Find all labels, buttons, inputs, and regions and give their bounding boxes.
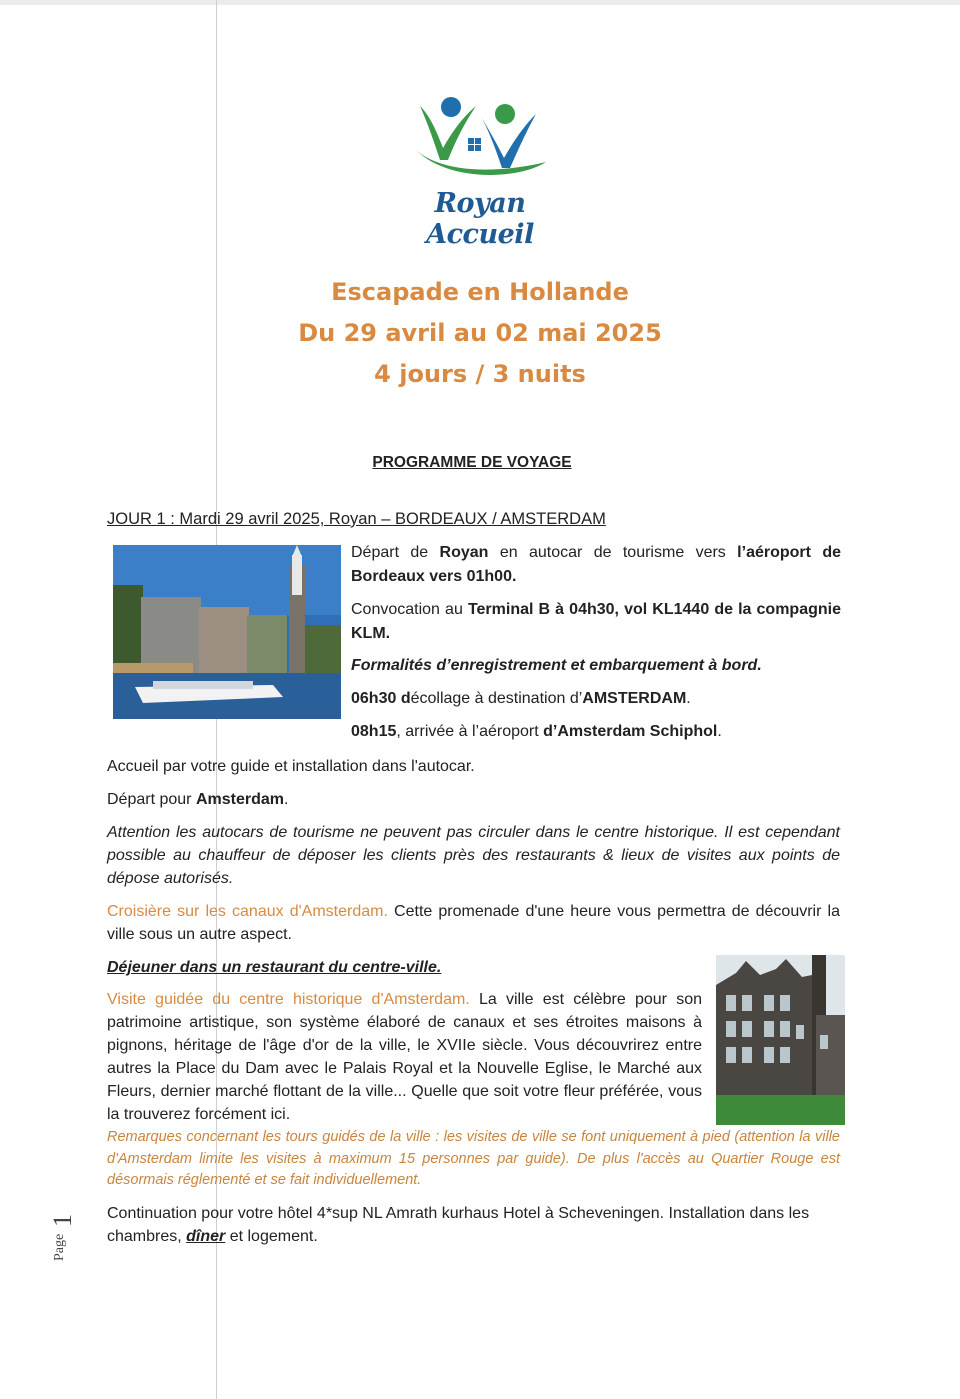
logo-people-house-icon [408, 88, 552, 183]
flight-details: Terminal B à 04h30, vol KL1440 de la compagnie KLM. [351, 601, 841, 642]
formalities-line: Formalités d’enregistrement et embarquement à bord. [351, 657, 762, 674]
scan-top-edge [0, 0, 960, 5]
hotel-paragraph: Continuation pour votre hôtel 4*sup NL Amrath kurhaus Hotel à Scheveningen. Installation dans les chambres, dîner et logement. [107, 1205, 810, 1245]
day1-heading: JOUR 1 : Mardi 29 avril 2025, Royan – BORDEAUX / AMSTERDAM [107, 510, 606, 528]
cruise-paragraph: Croisière sur les canaux d'Amsterdam. Cette promenade d'une heure vous permettra de découvrir la ville sous un autre aspect. [107, 903, 841, 943]
amsterdam-canal-photo [113, 545, 341, 719]
dinner-word: dîner [186, 1228, 226, 1245]
guided-tours-remark: Remarques concernant les tours guidés de la ville : les visites de ville se font uniquement à pied (attention la ville d'Amsterdam limite les visites à maximum 15 personnes par guide). De plus l'accès au Quartier Rouge est désormais réglementé et se fait individuellement. [107, 1129, 840, 1188]
royan-accueil-logo [380, 88, 580, 250]
convocation-paragraph: Convocation au Terminal B à 04h30, vol KL1440 de la compagnie KLM. [351, 601, 841, 642]
page-number-label [38, 1205, 78, 1265]
cruise-highlight: Croisière sur les canaux d'Amsterdam. [107, 903, 388, 920]
page-word: Page [52, 1233, 67, 1261]
takeoff-line: 06h30 décollage à destination d’AMSTERDAM. [351, 690, 691, 707]
departure-city: Royan [439, 544, 489, 561]
trip-title: Escapade en Hollande [331, 278, 629, 306]
page-number: 1 [48, 1214, 77, 1227]
program-heading: PROGRAMME DE VOYAGE [372, 454, 572, 471]
departure-airport: l’aéroport de Bordeaux vers 01h00. [351, 544, 841, 585]
trip-dates: Du 29 avril au 02 mai 2025 [298, 319, 662, 347]
depart-amsterdam-line: Départ pour Amsterdam. [107, 791, 289, 808]
lunch-line: Déjeuner dans un restaurant du centre-ville. [107, 959, 442, 976]
trip-title-block [180, 275, 780, 391]
departure-paragraph: Départ de Royan en autocar de tourisme vers l’aéroport de Bordeaux vers 01h00. [351, 544, 841, 585]
welcome-line: Accueil par votre guide et installation dans l'autocar. [107, 758, 475, 775]
logo-wordmark: Royan Accueil [426, 188, 534, 250]
amsterdam-canal-houses-photo [716, 955, 845, 1125]
trip-duration: 4 jours / 3 nuits [374, 360, 586, 388]
attention-note: Attention les autocars de tourisme ne peuvent pas circuler dans le centre historique. Il est cependant possible au chauffeur de déposer les clients près des restaurants & lieux de visites aux points de dépose autorisés. [107, 824, 840, 887]
visit-highlight: Visite guidée du centre historique d'Amsterdam. [107, 991, 470, 1008]
guided-visit-paragraph: Visite guidée du centre historique d'Amsterdam. La ville est célèbre pour son patrimoine artistique, son système élaboré de canaux et ses étroites maisons à pignons, héritage de l'âge d'or de la ville, le XVIIe siècle. Vous découvrirez entre autres la Place du Dam avec le Palais Royal et la Nouvelle Eglise, le Marché aux Fleurs, dernier marché flottant de la ville... Quelle que soit votre fleur préférée, vous la trouverez forcément ici. [107, 991, 703, 1123]
arrival-line: 08h15, arrivée à l’aéroport d’Amsterdam Schiphol. [351, 723, 722, 740]
